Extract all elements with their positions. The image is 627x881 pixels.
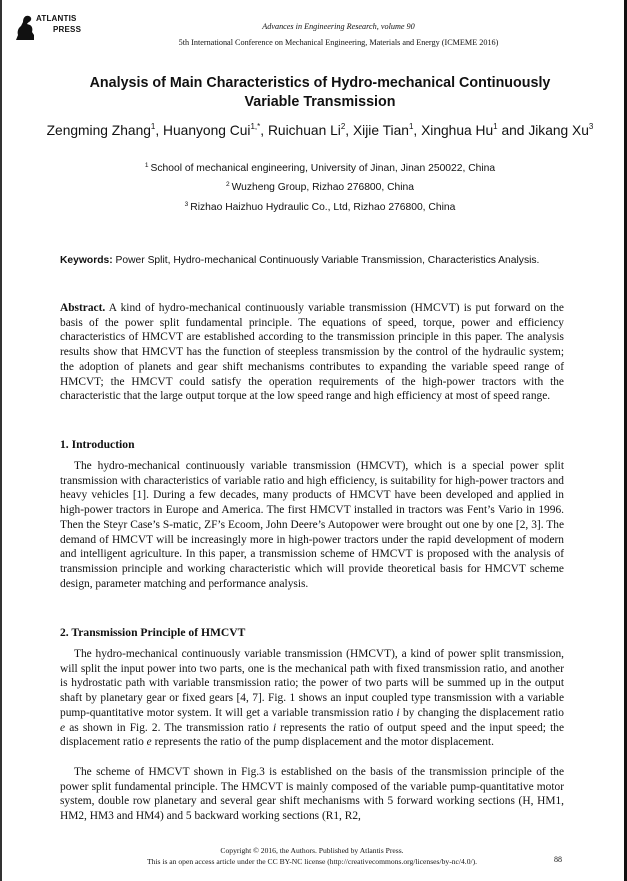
- author-affiliation-mark: 1: [493, 122, 498, 131]
- paragraph-text: as shown in Fig. 2. The transmission ratio: [65, 721, 273, 734]
- journal-name: Advances in Engineering Research, volume 90: [262, 22, 415, 31]
- author-affiliation-mark: 3: [588, 122, 594, 131]
- author-name: Zengming Zhang: [46, 123, 151, 138]
- author-separator: ,: [155, 123, 164, 138]
- affiliation-1: [40, 163, 600, 174]
- author-separator: ,: [345, 123, 353, 138]
- variable-e: e: [146, 736, 152, 749]
- affiliation-text: School of mechanical engineering, University of Jinan, Jinan 250022, China: [150, 163, 496, 174]
- author-separator: and: [497, 123, 525, 138]
- logo-line2: PRESS: [53, 25, 82, 34]
- author-affiliation-mark: 1: [408, 122, 414, 131]
- affiliation-2: [40, 182, 600, 193]
- introduction-paragraph: The hydro-mechanical continuously variable transmission (HMCVT), which is a special power split transmission with characteristics of variable ratio and high efficiency, is suitability for high-power tractors and heavy vehicles [1]. During a few decades, many products of HMCVT have been developed and applied in high-power tractors in Europe and America. The first HMCVT installed in tractors was Fent’s Vario in 1996. Then the Steyr Case’s S-matic, ZF’s Ecoom, John Deere’s Autopower were brought out one by one [2, 3]. The demand of HMCVT will be increasingly more in high-power tractors under the rapid development of modern and intelligent agriculture. In this paper, a transmission scheme of HMCVT is proposed with the analysis of transmission principle and working characteristic which will provide theoretical basis for HMCVT scheme design, parameter matching and performance analysis.: [60, 460, 564, 590]
- paragraph-text: by changing the displacement ratio: [399, 706, 564, 719]
- transmission-principle-paragraph-1: [60, 647, 564, 750]
- affiliation-text: Wuzheng Group, Rizhao 276800, China: [231, 182, 415, 193]
- paragraph-text: represents the ratio of the pump displacement and the motor displacement.: [151, 736, 494, 749]
- variable-i: i: [396, 706, 400, 719]
- abstract: [60, 301, 564, 404]
- license-notice: This is an open access article under the CC BY-NC license (http://creativecommons.org/licenses/by-nc/4.0/).: [146, 856, 478, 866]
- affiliation-mark: 1: [144, 162, 149, 169]
- logo-line1: ATLANTIS: [36, 14, 77, 23]
- conference-name: 5th International Conference on Mechanical Engineering, Materials and Energy (ICMEME 2016): [178, 38, 499, 47]
- author-name: Xijie Tian: [352, 123, 409, 138]
- keywords: [60, 254, 564, 268]
- author-separator: ,: [260, 123, 268, 138]
- affiliation-mark: 2: [225, 181, 230, 188]
- variable-e: e: [60, 721, 66, 734]
- title-line-2: Variable Transmission: [244, 94, 396, 110]
- title-line-1: Analysis of Main Characteristics of Hydro-mechanical Continuously: [89, 75, 551, 91]
- page-number: 88: [554, 855, 562, 864]
- author-name: Jikang Xu: [528, 123, 589, 138]
- author-affiliation-mark: 2: [340, 122, 346, 131]
- section-heading-transmission-principle: 2. Transmission Principle of HMCVT: [60, 626, 246, 639]
- copyright-notice: Copyright © 2016, the Authors. Published by Atlantis Press.: [220, 846, 404, 855]
- variable-i: i: [272, 721, 277, 734]
- keywords-text: Power Split, Hydro-mechanical Continuously Variable Transmission, Characteristics Analysis.: [112, 255, 540, 266]
- abstract-label: Abstract.: [60, 302, 106, 314]
- author-separator: ,: [413, 123, 422, 138]
- affiliation-3: [40, 202, 600, 213]
- paper-title: [40, 74, 600, 112]
- paragraph-text: The hydro-mechanical continuously variable transmission (HMCVT), a kind of power split transmission, will split the input power into two parts, one is the mechanical path with fixed transmission ratio, and another is hydrostatic path with variable transmission ratio; the power of two parts will be summed up in the output shaft by planetary gear or fixed gears [4, 7]. Fig. 1 shows an input coupled type transmission with a variable pump-quantitative motor system. It will get a variable transmission ratio: [60, 648, 564, 719]
- section-heading-introduction: 1. Introduction: [60, 438, 135, 451]
- author-name: Ruichuan Li: [267, 123, 341, 138]
- author-list: [40, 121, 600, 140]
- keywords-label: Keywords:: [60, 255, 113, 266]
- page-footer: [60, 846, 564, 867]
- paragraph-text: represents the ratio of output speed and the input speed; the displacement ratio: [60, 721, 564, 749]
- author-name: Xinghua Hu: [421, 123, 494, 138]
- affiliation-text: Rizhao Haizhuo Hydraulic Co., Ltd, Rizhao 276800, China: [190, 202, 456, 213]
- abstract-text: A kind of hydro-mechanical continuously variable transmission (HMCVT) is put forward on the basis of the power split fundamental principle. The equations of speed, torque, power and efficiency characteristics of HMCVT are established according to the transmission principle in this paper. The analysis results show that HMCVT has the function of steepless transmission by the control of the hydraulic system; the adoption of planets and gear shift mechanisms contributes to expanding the variable speed range of HMCVT; the HMCVT could satisfy the operation requirements of the high-power tractors with the characteristic that the large output torque at the low speed range and high efficiency at most of speed range.: [60, 302, 564, 403]
- transmission-principle-paragraph-2: The scheme of HMCVT shown in Fig.3 is established on the basis of the transmission principle of the power split fundamental principle. The HMCVT is mainly composed of the variable pump-quantitative motor system, double row planetary and several gear shift mechanisms with 5 forward working sections (H, HM1, HM2, HM3 and HM4) and 5 backward working sections (R1, R2,: [60, 766, 564, 823]
- affiliation-mark: 3: [184, 201, 189, 208]
- author-affiliation-mark: 1: [150, 122, 156, 131]
- author-name: Huanyong Cui: [163, 123, 251, 138]
- page-edge-left: [0, 0, 2, 881]
- author-affiliation-mark: 1,*: [250, 122, 261, 131]
